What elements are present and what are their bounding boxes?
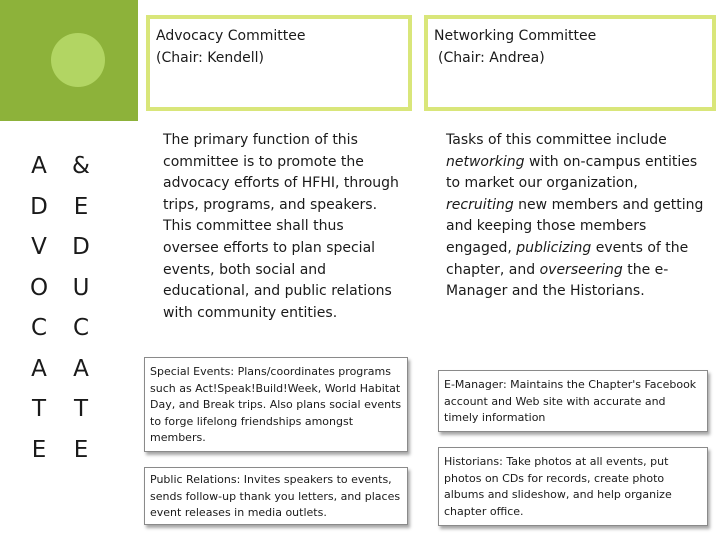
desc-text: the e-Manager and the Historians. [446,261,669,300]
desc-emphasis-overseering: overseering [539,261,623,278]
desc-text: Tasks of this committee include [446,132,667,148]
desc-emphasis-publicizing: publicizing [516,239,592,256]
vertical-word-advocate [26,146,52,470]
advocacy-chair: (Chair: Kendell) [156,50,264,66]
desc-text: events of the chapter, and [446,239,689,278]
historians-box: Historians: Take photos at all events, put photos on CDs for records, create photo albums and slideshow, and help organize chapter office. [438,447,708,526]
vertical-letter: U [72,274,90,301]
vertical-letter: E [73,193,89,220]
vertical-word-educate [68,146,94,470]
vertical-letter: D [72,234,90,260]
networking-description [446,130,708,303]
vertical-letter: C [72,315,90,341]
networking-title: Networking Committee [434,28,597,44]
vertical-letter: E [73,436,89,463]
vertical-letter: V [31,234,47,260]
vertical-letter: A [31,153,47,179]
decorative-circle [51,33,105,87]
vertical-letter: C [30,315,48,341]
public-relations-box: Public Relations: Invites speakers to events, sends follow-up thank you letters, and places event releases in media outlets. [144,467,408,525]
vertical-letter: D [30,193,48,220]
desc-text: with on-campus entities to market our organization, [446,153,698,192]
vertical-letter: A [73,355,89,382]
desc-emphasis-recruiting: recruiting [446,196,514,213]
vertical-letter: T [73,396,89,422]
vertical-letter: & [72,153,90,179]
sidebar-rule [0,118,138,121]
advocacy-description: The primary function of this committee is to promote the advocacy efforts of HFHI, through trips, programs, and speakers. This committee shall thus oversee efforts to plan special events, both social and educational, and public relations with community entities. [163,132,399,321]
vertical-letter: T [31,396,47,422]
advocacy-header-box [146,15,412,111]
special-events-box: Special Events: Plans/coordinates programs such as Act!Speak!Build!Week, World Habitat Day, and Break trips. Also plans social events to forge lifelong friendships amongst members. [144,357,408,452]
vertical-letter: A [31,355,47,382]
advocacy-title: Advocacy Committee [156,28,306,44]
header-divider [138,0,140,118]
networking-header-box [424,15,716,111]
desc-text: new members and getting and keeping those members engaged, [446,196,704,256]
vertical-letter: E [31,436,47,463]
networking-chair: (Chair: Andrea) [438,50,545,66]
vertical-letter: O [29,274,49,301]
desc-emphasis-networking: networking [446,153,525,170]
e-manager-box: E-Manager: Maintains the Chapter's Facebook account and Web site with accurate and timely information [438,370,708,432]
